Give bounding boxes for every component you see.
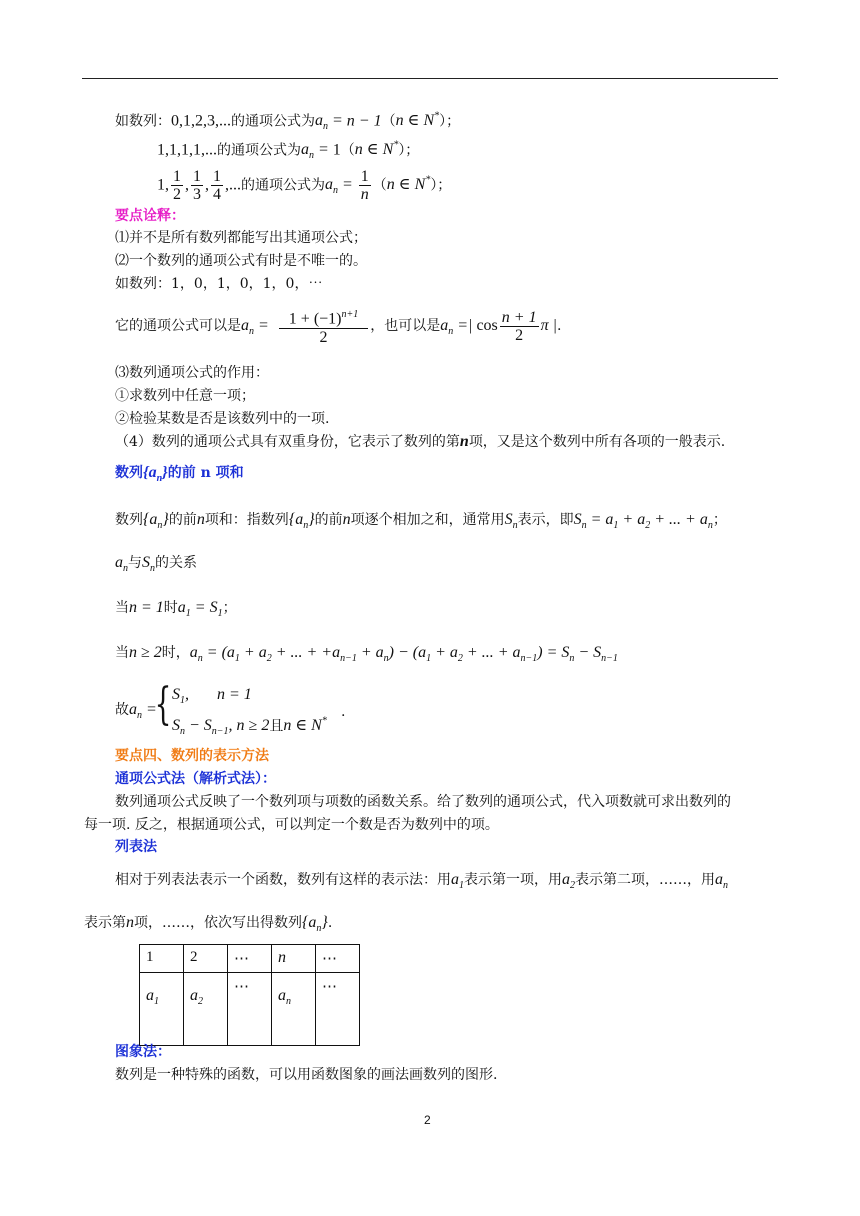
text: 的关系 xyxy=(155,555,197,571)
text: ⋯ xyxy=(322,979,337,995)
note-title: 要点诠释： xyxy=(115,208,185,224)
math: cos xyxy=(476,317,498,334)
math: 1, xyxy=(157,176,169,194)
text: 与 xyxy=(128,555,142,571)
math: $a_1$ xyxy=(451,871,464,892)
note-4 xyxy=(115,432,725,452)
table-cell xyxy=(316,945,360,973)
text: （ xyxy=(340,142,355,159)
text: ，也可以是 xyxy=(370,318,441,334)
math: $a_n$ xyxy=(715,871,728,892)
text: 数列 xyxy=(115,465,143,481)
text: （4）数列的通项公式具有双重身份，它表示了数列的第 xyxy=(115,434,460,450)
seq: ,... xyxy=(225,176,241,194)
text: 数列 xyxy=(115,512,143,528)
general-p1: 数列通项公式反映了一个数列项与项数的函数关系。给了数列的通项公式，代入项数就可求出数列的 xyxy=(115,794,731,810)
text: ）； xyxy=(439,113,461,130)
seq: 0,1,2,3,... xyxy=(171,112,231,130)
text: 表示第二项，……，用 xyxy=(575,872,715,888)
table-cell xyxy=(228,973,272,1046)
example-line-3 xyxy=(157,162,451,211)
text: a xyxy=(278,987,286,1004)
math: $a_n$ = xyxy=(241,317,273,338)
general-formula-title: 通项公式法（解析式法）： xyxy=(115,771,276,787)
math: $S_n - S_{n-1}$, n ≥ 2 xyxy=(172,717,270,738)
note-1: ⑴并不是所有数列都能写出其通项公式； xyxy=(115,230,367,246)
text: 项和：指数列 xyxy=(204,512,289,528)
math: $S_n = a_1 + a_2$ + ... + $a_n$ xyxy=(573,511,713,532)
math: $a_1 = S_1$ xyxy=(177,599,223,620)
math: n ∈ N* xyxy=(386,175,431,194)
math: n xyxy=(196,511,205,528)
table-cell xyxy=(184,973,228,1046)
text: 的前 xyxy=(314,512,343,528)
math: π | xyxy=(540,317,557,334)
text: 的前 xyxy=(168,512,197,528)
header-rule xyxy=(82,78,778,79)
text: a xyxy=(190,987,198,1004)
use-2: ②检验某数是否是该数列中的一项. xyxy=(115,411,330,427)
table-cell xyxy=(316,973,360,1046)
text: （ xyxy=(372,177,387,194)
text: n xyxy=(278,949,286,966)
piece-row-1: $S_1$, n = 1 xyxy=(172,686,252,707)
text: ； xyxy=(712,512,727,528)
fraction: $\frac{1}{4}$ xyxy=(213,167,221,203)
general-p2: 每一项. 反之，根据通项公式，可以判定一个数是否为数列中的项。 xyxy=(84,817,499,833)
math: n xyxy=(459,433,469,450)
fraction: $\frac{1}{2}$ xyxy=(173,167,181,203)
text: 当 xyxy=(115,600,129,616)
seq: 1,1,1,1,... xyxy=(157,141,217,159)
text: 的通项公式为 xyxy=(231,113,315,130)
text: 项逐个相加之和，通常用 xyxy=(350,512,505,528)
text: 2 xyxy=(190,949,198,965)
section-4-title: 要点四、数列的表示方法 xyxy=(115,748,269,764)
math: $a_2$ xyxy=(562,871,575,892)
example-seq: 如数列：1，0，1，0，1，0，⋯ xyxy=(115,276,323,292)
fraction: $\frac{1 + (-1)^{n+1}}{2}$ xyxy=(279,306,368,345)
fraction: $\frac{n + 1}{2}$ xyxy=(501,308,537,344)
therefore-label xyxy=(115,700,157,726)
text: . xyxy=(327,915,333,931)
text: 故 xyxy=(115,702,129,718)
math: , xyxy=(205,176,209,194)
text: 相对于列表法表示一个函数，数列有这样的表示法：用 xyxy=(115,872,451,888)
text: 的通项公式为 xyxy=(241,177,325,194)
text: ⋯ xyxy=(322,951,337,967)
text: 如数列： xyxy=(115,113,171,130)
math: n ≥ 2 xyxy=(129,644,162,661)
math: n xyxy=(126,914,134,931)
formula-line xyxy=(115,304,561,354)
math: $a_n$ = xyxy=(325,176,357,197)
graph-title: 图象法： xyxy=(115,1044,171,1060)
math: n = 1 xyxy=(129,599,164,616)
table-cell xyxy=(272,973,316,1046)
table-cell xyxy=(140,945,184,973)
math: , xyxy=(185,176,189,194)
use-1: ①求数列中任意一项； xyxy=(115,388,255,404)
text: . xyxy=(557,318,562,334)
text: 2 xyxy=(198,996,203,1007)
math: n ∈ N* xyxy=(354,140,399,159)
piece-dot: . xyxy=(341,704,346,720)
math: n xyxy=(342,511,351,528)
sum-definition xyxy=(115,510,727,536)
page-number: 2 xyxy=(424,1113,431,1127)
text: 项，……，依次写出得数列 xyxy=(134,915,302,931)
relation xyxy=(115,553,197,579)
table-cell xyxy=(140,973,184,1046)
graph-p: 数列是一种特殊的函数，可以用函数图象的画法画数列的图形. xyxy=(115,1067,498,1083)
piece-row-2 xyxy=(172,712,327,743)
text: ）； xyxy=(430,177,452,194)
text: n xyxy=(286,996,291,1007)
math: $a_n$ xyxy=(115,554,128,575)
text: ）； xyxy=(398,142,420,159)
math: $S_n$ xyxy=(504,511,518,532)
math: $\{a_n\}$ xyxy=(288,511,315,532)
note-3: ⑶数列通项公式的作用： xyxy=(115,365,269,381)
math: n ∈ N* xyxy=(395,111,440,130)
table-cell xyxy=(228,945,272,973)
text: 时 xyxy=(163,600,178,616)
text: 表示第一项，用 xyxy=(464,872,562,888)
text: 的通项公式为 xyxy=(217,142,301,159)
text: 时， xyxy=(161,645,190,661)
math: n ∈ N* xyxy=(283,716,327,735)
list-p2 xyxy=(84,913,332,939)
sequence-table xyxy=(139,944,360,1046)
sum-title xyxy=(115,463,244,489)
math: $a_n$ = xyxy=(129,701,157,722)
math: $a_n = (a_1 + a_2$ + ... + $+a_{n-1} + a_n) - (a_1 + a_2$ + ... + $a_{n-1}) = S_n - S_{n-1}$ xyxy=(189,644,618,665)
brace: { xyxy=(154,679,172,730)
math: 1 xyxy=(332,141,341,159)
math: $\{a_n\}$ xyxy=(302,914,328,935)
text: 当 xyxy=(115,645,129,661)
fraction: $\frac{1}{n}$ xyxy=(360,167,369,203)
fraction: $\frac{1}{3}$ xyxy=(193,167,201,203)
math: $\{a_n\}$ xyxy=(143,511,169,532)
text: ； xyxy=(222,600,237,616)
list-p1 xyxy=(115,870,728,896)
math: n − 1 xyxy=(346,112,382,130)
text: 1 xyxy=(146,949,154,965)
text: 表示，即 xyxy=(517,512,574,528)
math: $a_n$ = xyxy=(301,141,333,162)
text: （ xyxy=(381,113,396,130)
math: $\{a_n\}$ xyxy=(143,464,168,485)
text: a xyxy=(146,987,154,1004)
table-cell xyxy=(272,945,316,973)
list-title: 列表法 xyxy=(115,839,157,855)
table-cell xyxy=(184,945,228,973)
text: 1 xyxy=(154,996,159,1007)
text: 项，又是这个数列中所有各项的一般表示. xyxy=(468,434,726,450)
text: 的前 n 项和 xyxy=(167,465,244,481)
text: 它的通项公式可以是 xyxy=(115,318,241,334)
text: ⋯ xyxy=(234,951,249,967)
text: ⋯ xyxy=(234,979,249,995)
text: 表示第 xyxy=(84,915,126,931)
math: $S_n$ xyxy=(142,554,155,575)
case-2 xyxy=(115,643,618,669)
example-line-1 xyxy=(115,107,460,138)
text: 且 xyxy=(269,718,284,735)
note-2: ⑵一个数列的通项公式有时是不唯一的。 xyxy=(115,253,367,269)
math: $a_n$ =| xyxy=(440,317,477,338)
math: $a_n$ = xyxy=(315,112,347,133)
case-1 xyxy=(115,598,237,624)
